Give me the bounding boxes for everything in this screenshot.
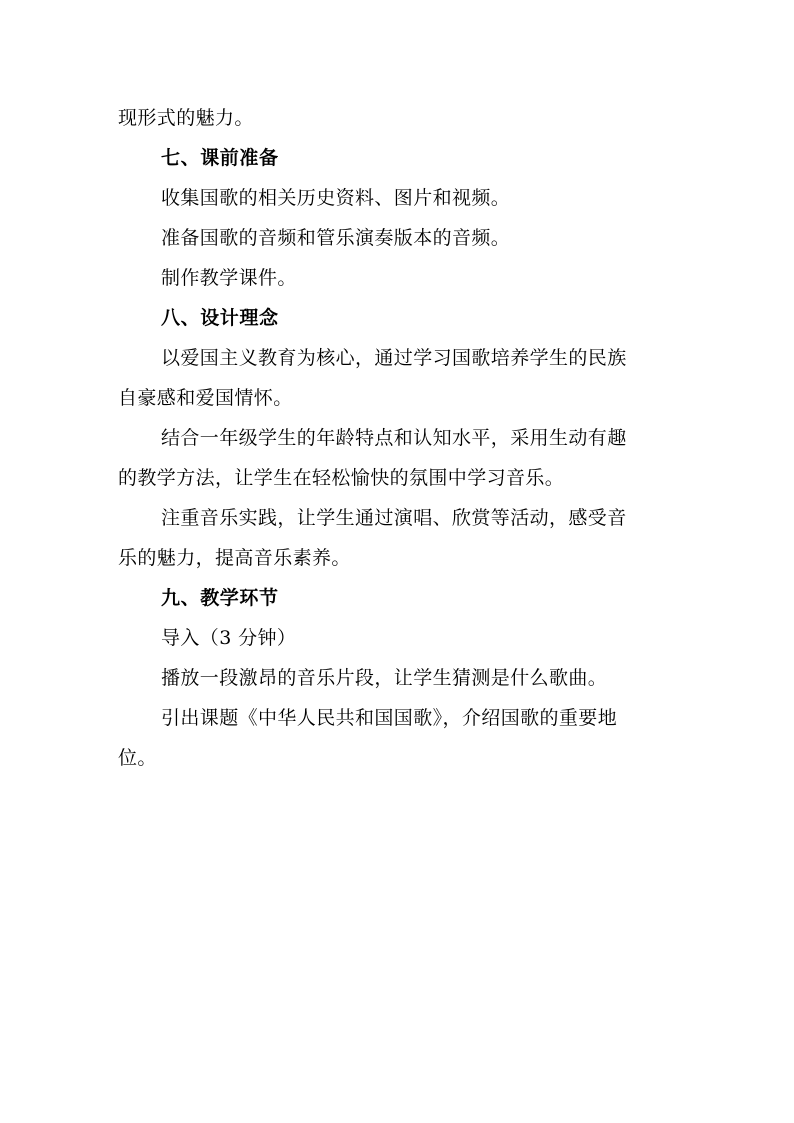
preparation-item-materials: 收集国歌的相关历史资料、图片和视频。	[161, 187, 511, 209]
teaching-step-intro-item-2-line-2: 位。	[118, 747, 157, 769]
design-concept-1-line-1: 以爱国主义教育为核心，通过学习国歌培养学生的民族	[161, 347, 627, 369]
teaching-step-intro-item-2-line-1: 引出课题《中华人民共和国国歌》，介绍国歌的重要地	[161, 707, 618, 729]
design-concept-3-line-2: 乐的魅力，提高音乐素养。	[118, 547, 351, 569]
design-concept-2-line-2: 的教学方法，让学生在轻松愉快的氛围中学习音乐。	[118, 467, 565, 489]
preparation-item-audio: 准备国歌的音频和管乐演奏版本的音频。	[161, 227, 511, 249]
paragraph-continuation: 现形式的魅力。	[118, 107, 254, 129]
preparation-item-courseware: 制作教学课件。	[161, 267, 297, 289]
design-concept-1-line-2: 自豪感和爱国情怀。	[118, 387, 293, 409]
section-heading-teaching-steps: 九、教学环节	[161, 587, 279, 609]
section-heading-preparation: 七、课前准备	[161, 147, 279, 169]
teaching-step-intro-item-1: 播放一段激昂的音乐片段，让学生猜测是什么歌曲。	[161, 667, 608, 689]
design-concept-3-line-1: 注重音乐实践，让学生通过演唱、欣赏等活动，感受音	[161, 507, 627, 529]
design-concept-2-line-1: 结合一年级学生的年龄特点和认知水平，采用生动有趣	[161, 427, 627, 449]
document-body	[118, 98, 674, 778]
section-heading-design-concept: 八、设计理念	[161, 307, 279, 329]
teaching-step-intro-title: 导入（3 分钟）	[161, 627, 297, 649]
